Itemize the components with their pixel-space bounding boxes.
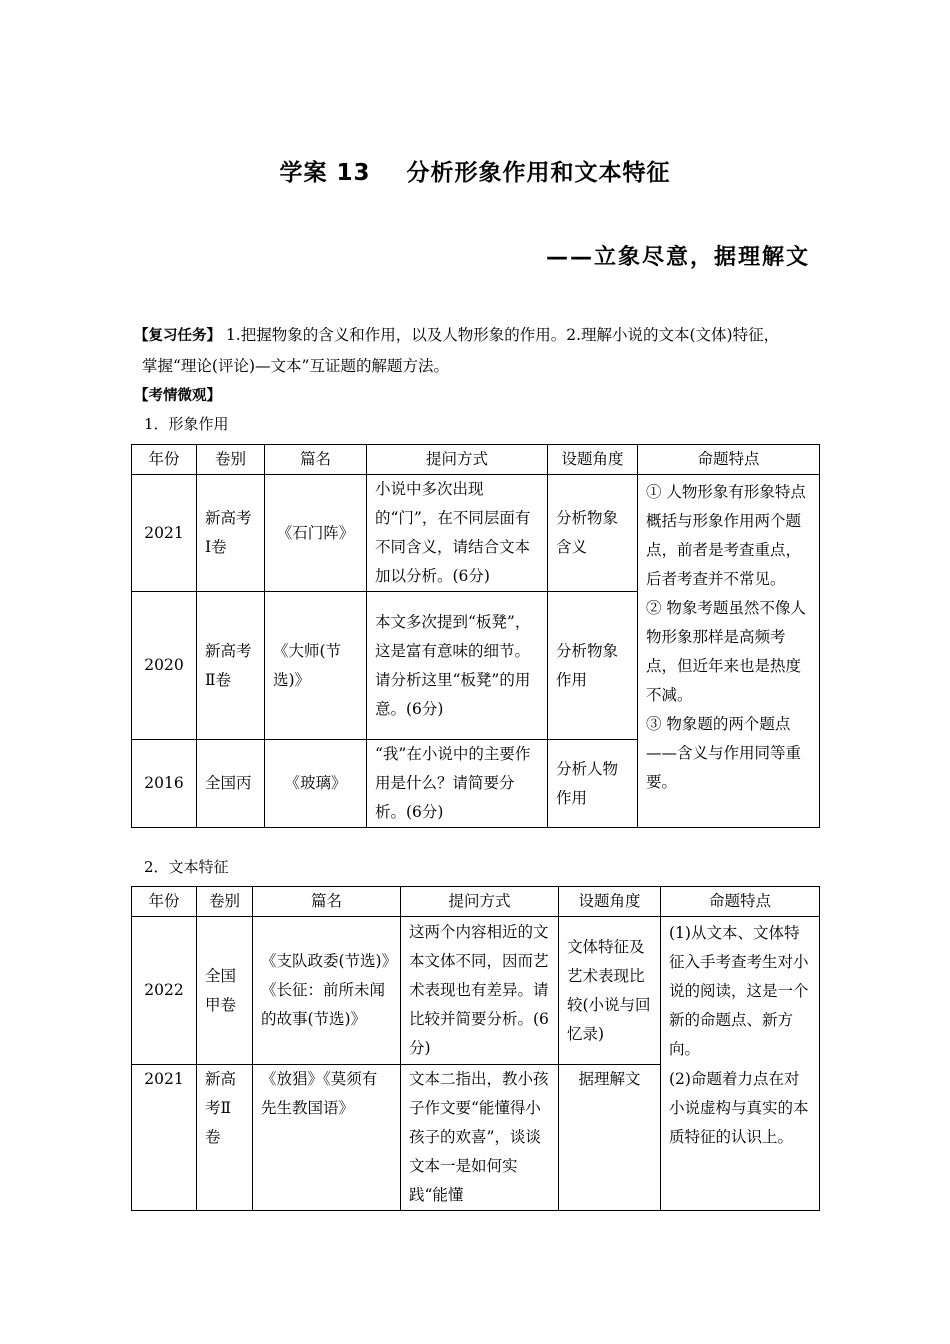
header-feature: 命题特点	[661, 887, 820, 917]
review-task-text1: 1.把握物象的含义和作用，以及人物形象的作用。2.理解小说的文本(文体)特征，	[221, 326, 780, 344]
cell-angle: 据理解文	[559, 1065, 661, 1211]
table-row	[132, 475, 820, 592]
header-paper: 卷别	[197, 887, 253, 917]
cell-title: 《大师(节选)》	[265, 592, 367, 740]
header-feature: 命题特点	[638, 445, 820, 475]
cell-year: 2021	[132, 475, 197, 592]
cell-question: 文本二指出，教小孩子作文要“能懂得小孩子的欢喜”，谈谈文本一是如何实践“能懂	[401, 1065, 559, 1211]
section2-number: 2．	[144, 858, 169, 876]
cell-year: 2022	[132, 917, 197, 1065]
page-title: 学案 13 分析形象作用和文本特征	[279, 160, 671, 186]
section1-heading	[144, 413, 229, 434]
section2-heading	[144, 856, 229, 877]
header-title: 篇名	[253, 887, 401, 917]
header-year: 年份	[132, 445, 197, 475]
table-header-row	[132, 887, 820, 917]
cell-angle: 文体特征及艺术表现比较(小说与回忆录)	[559, 917, 661, 1065]
cell-paper: 新高考 Ⅰ卷	[197, 475, 265, 592]
review-task-line1	[134, 320, 830, 351]
cell-question: 这两个内容相近的文本文体不同，因而艺术表现也有差异。请比较并简要分析。(6分)	[401, 917, 559, 1065]
cell-question: “我”在小说中的主要作用是什么？请简要分析。(6分)	[367, 740, 548, 828]
cell-year: 2021	[132, 1065, 197, 1211]
cell-paper: 全国 甲卷	[197, 917, 253, 1065]
cell-feature: ① 人物形象有形象特点概括与形象作用两个题点，前者是考查重点，后者考查并不常见。 ② 物象考题虽然不像人物形象那样是高频考点，但近年来也是热度不减。 ③ 物象题的两个题点——含义与作用同等重要。	[638, 475, 820, 828]
cell-paper: 全国丙	[197, 740, 265, 828]
cell-year: 2016	[132, 740, 197, 828]
kaoqing-label: 【考情微观】	[134, 388, 221, 404]
cell-year: 2020	[132, 592, 197, 740]
header-angle: 设题角度	[559, 887, 661, 917]
review-task-label: 【复习任务】	[134, 328, 221, 344]
cell-angle: 分析物象作用	[548, 592, 638, 740]
cell-question: 本文多次提到“板凳”，这是富有意味的细节。请分析这里“板凳”的用意。(6分)	[367, 592, 548, 740]
cell-feature: (1)从文本、文体特征入手考查考生对小说的阅读，这是一个新的命题点、新方向。	[661, 917, 820, 1065]
cell-feature: (2)命题着力点在对小说虚构与真实的本质特征的认识上。	[661, 1065, 820, 1211]
header-question: 提问方式	[367, 445, 548, 475]
header-question: 提问方式	[401, 887, 559, 917]
cell-title: 《玻璃》	[265, 740, 367, 828]
header-angle: 设题角度	[548, 445, 638, 475]
page-subtitle: ——立象尽意，据理解文	[545, 245, 810, 270]
cell-angle: 分析人物作用	[548, 740, 638, 828]
review-task-line2: 掌握“理论(评论)—文本”互证题的解题方法。	[142, 357, 449, 375]
cell-paper: 新高 考Ⅱ 卷	[197, 1065, 253, 1211]
header-year: 年份	[132, 887, 197, 917]
cell-question: 小说中多次出现的“门”，在不同层面有不同含义，请结合文本加以分析。(6分)	[367, 475, 548, 592]
cell-paper: 新高考 Ⅱ卷	[197, 592, 265, 740]
cell-title: 《支队政委(节选)》《长征：前所未闻的故事(节选)》	[253, 917, 401, 1065]
table-header-row	[132, 445, 820, 475]
table-row	[132, 917, 820, 1065]
section1-number: 1．	[144, 415, 169, 433]
header-paper: 卷别	[197, 445, 265, 475]
section2-name: 文本特征	[168, 858, 229, 876]
cell-title: 《放猖》《莫须有先生教国语》	[253, 1065, 401, 1211]
cell-title: 《石门阵》	[265, 475, 367, 592]
cell-angle: 分析物象含义	[548, 475, 638, 592]
header-title: 篇名	[265, 445, 367, 475]
table-row	[132, 1065, 820, 1211]
section1-name: 形象作用	[168, 415, 229, 433]
text-feature-table	[131, 886, 820, 1211]
review-task	[134, 320, 830, 381]
image-function-table	[131, 444, 820, 828]
